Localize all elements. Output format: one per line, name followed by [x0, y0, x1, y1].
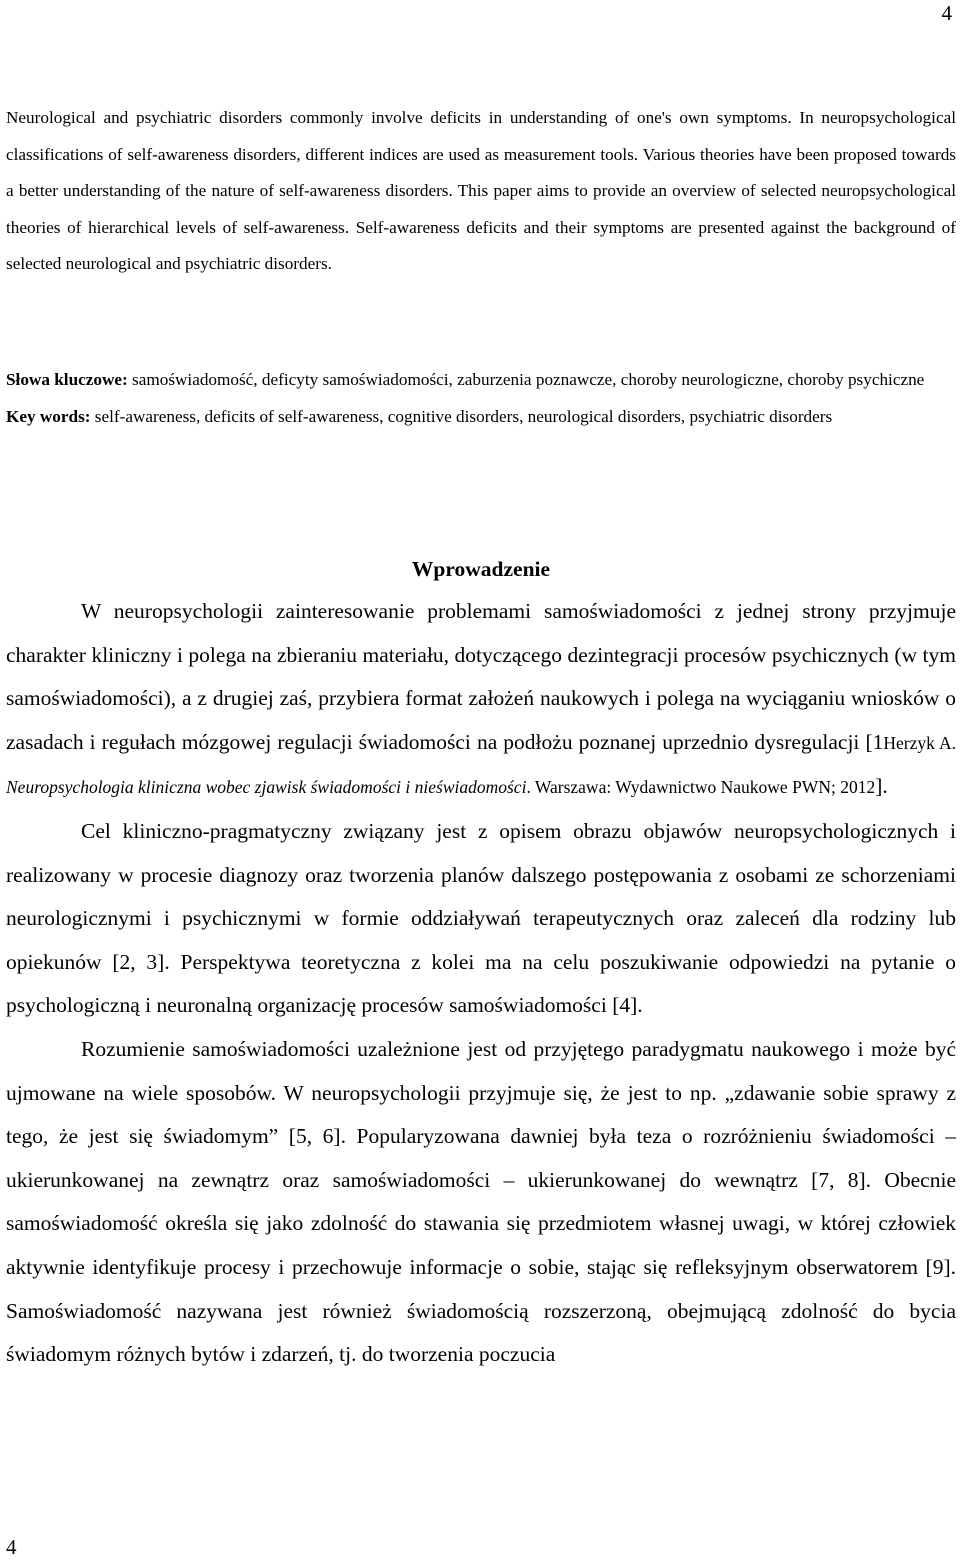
paragraph-2: Cel kliniczno-pragmatyczny związany jest z opisem obrazu objawów neuropsychologicznych i realizowany w procesie diagnozy oraz tworzenia planów dalszego postępowania z osobami ze schorzeniami neurologicznymi i psychicznymi w formie oddziaływań terapeutycznych oraz zaleceń dla rodziny lub opiekunów [2, 3]. Perspektywa teoretyczna z kolei ma na celu poszukiwanie odpowiedzi na pytanie o psychologiczną i neuronalną organizację procesów samoświadomości [4]. [6, 818, 956, 1018]
abstract-text: Neurological and psychiatric disorders commonly involve deficits in understanding of one's own symptoms. In neuropsychological classifications of self-awareness disorders, different indices are used as measurement tools. Various theories have been proposed towards a better understanding of the nature of self-awareness disorders. This paper aims to provide an overview of selected neuropsychological theories of hierarchical levels of self-awareness. Self-awareness deficits and their symptoms are presented against the background of selected neurological and psychiatric disorders. [6, 108, 956, 274]
body-text [6, 590, 956, 1377]
keywords-block [6, 362, 956, 435]
section-heading: Wprowadzenie [411, 557, 551, 581]
keywords-en-label: Key words: [6, 406, 91, 426]
reference-publisher: . Warszawa: Wydawnictwo Naukowe PWN; 2012 [526, 777, 876, 798]
page-number-top: 4 [941, 1, 952, 25]
reference-title: Neuropsychologia kliniczna wobec zjawisk świadomości i nieświadomości [6, 777, 527, 798]
paragraph-1-text: W neuropsychologii zainteresowanie problemami samoświadomości z jednej strony przyjmuje charakter kliniczny i polega na zbieraniu materiału, dotyczącego dezintegracji procesów psychicznych (w tym samoświadomości), a z drugiej zaś, przybiera format założeń naukowych i polega na wyciąganiu wniosków o zasadach i regułach mózgowej regulacji świadomości na podłożu poznanej uprzednio dysregulacji [1 [6, 599, 956, 754]
keywords-pl-text: samoświadomość, deficyty samoświadomości, zaburzenia poznawcze, choroby neurologiczne, choroby psychiczne [127, 370, 925, 389]
keywords-en [6, 399, 956, 436]
keywords-pl [6, 362, 956, 399]
reference-author: Herzyk A. [883, 732, 956, 753]
page-number-bottom: 4 [6, 1535, 17, 1559]
keywords-pl-label: Słowa kluczowe: [6, 370, 128, 389]
reference-close: ]. [875, 774, 888, 799]
paragraph-3: Rozumienie samoświadomości uzależnione jest od przyjętego paradygmatu naukowego i może być ujmowane na wiele sposobów. W neuropsychologii przyjmuje się, że jest to np. „zdawanie sobie sprawy z tego, że jest się świadomym” [5, 6]. Popularyzowana dawniej była teza o rozróżnieniu świadomości – ukierunkowanej na zewnątrz oraz samoświadomości – ukierunkowanej do wewnątrz [7, 8]. Obecnie samoświadomość określa się jako zdolność do stawania się przedmiotem własnej uwagi, w której człowiek aktywnie identyfikuje procesy i przechowuje informacje o sobie, stając się refleksyjnym obserwatorem [9]. Samoświadomość nazywana jest również świadomością rozszerzoną, obejmującą zdolność do bycia świadomym różnych bytów i zdarzeń, tj. do tworzenia poczucia [6, 1036, 956, 1367]
abstract [6, 100, 956, 283]
keywords-en-text: self-awareness, deficits of self-awareness, cognitive disorders, neurological disorders, psychiatric disorders [90, 406, 833, 426]
paragraph-1 [6, 590, 956, 810]
